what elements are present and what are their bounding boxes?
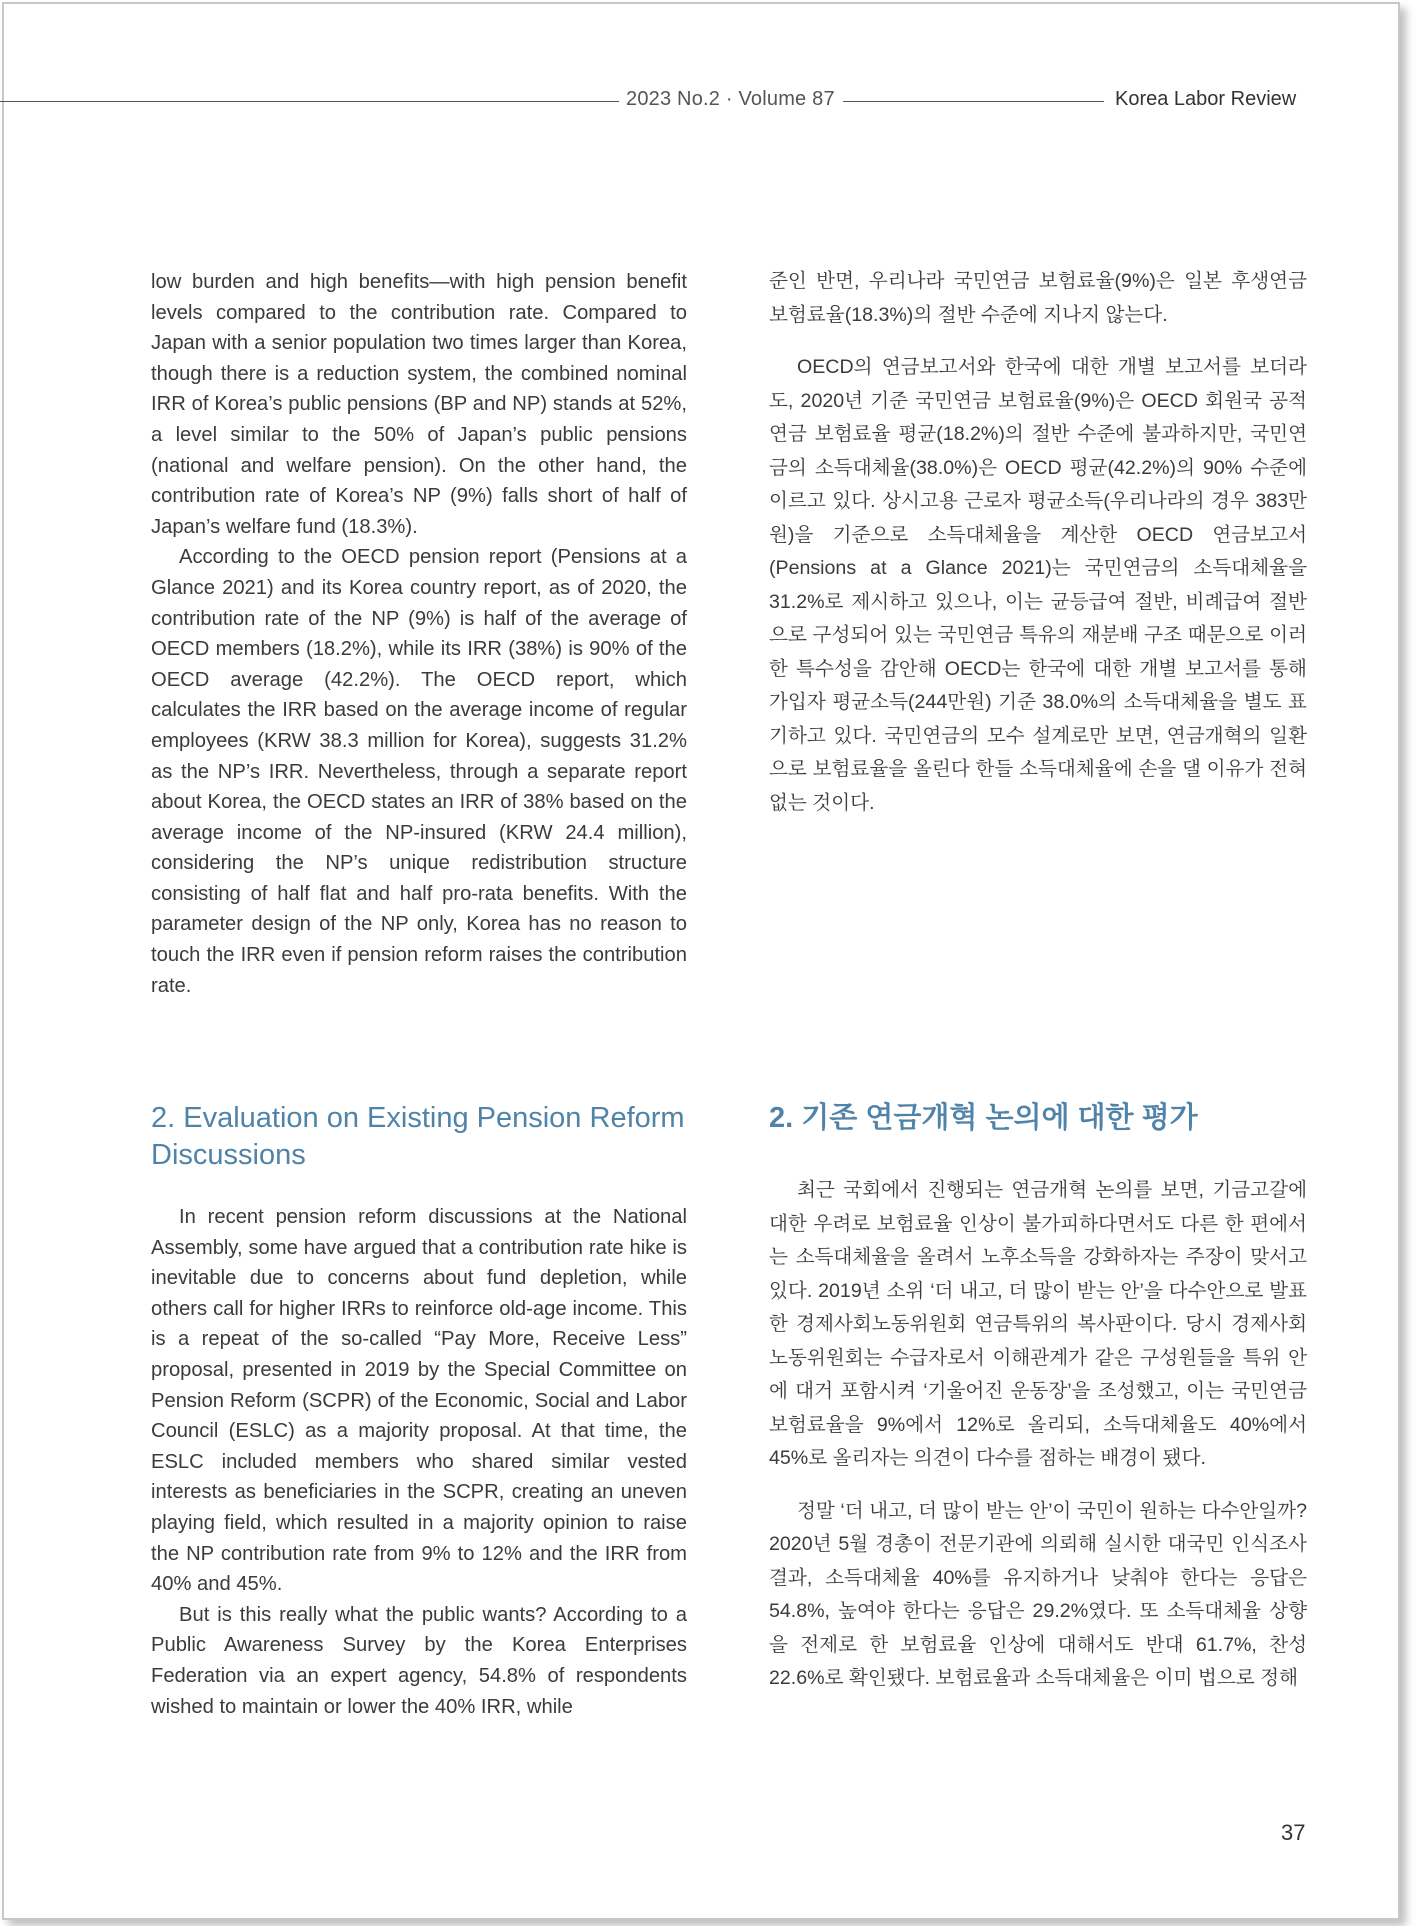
paragraph: low burden and high benefits—with high pension benefit levels compared to the contribution rate. Compared to Japan with a senior population two times larger than Korea, though there is a reduction system, the combined nominal IRR of Korea’s public pensions (BP and NP) stands at 52%, a level similar to the 50% of Japan’s public pensions (national and welfare pension). On the other hand, the contribution rate of Korea’s NP (9%) falls short of half of Japan’s welfare fund (18.3%). (151, 271, 687, 538)
header-rule-left (0, 101, 619, 102)
paragraph: In recent pension reform discussions at the National Assembly, some have argued that a contribution rate hike is inevitable due to concerns about fund depletion, while others call for higher IRRs to reinforce old-age income. This is a repeat of the so-called “Pay More, Receive Less” proposal, presented in 2019 by the Special Committee on Pension Reform (SCPR) of the Economic, Social and Labor Council (ESLC) as a majority proposal. At that time, the ESLC included members who shared similar vested interests as beneficiaries in the SCPR, creating an uneven playing field, which resulted in a majority opinion to raise the NP contribution rate from 9% to 12% and the IRR from 40% and 45%. (151, 1206, 687, 1596)
paragraph: 최근 국회에서 진행되는 연금개혁 논의를 보면, 기금고갈에 대한 우려로 보험료율 인상이 불가피하다면서도 다른 한 편에서는 소득대체율을 올려서 노후소득을 강화하자는 주장이 맞서고 있다. 2019년 소위 ‘더 내고, 더 많이 받는 안’을 다수안으로 발표한 경제사회노동위원회 연금특위의 복사판이다. 당시 경제사회노동위원회는 수급자로서 이해관계가 같은 구성원들을 특위 안에 대거 포함시켜 ‘기울어진 운동장’을 조성했고, 이는 국민연금 보험료율을 9%에서 12%로 올리되, 소득대체율도 40%에서 45%로 올리자는 의견이 다수를 점하는 배경이 됐다. (769, 1179, 1307, 1469)
left-column-bottom (151, 1202, 687, 1722)
left-column-top (151, 267, 687, 1001)
right-column-top (769, 265, 1307, 820)
header-journal-title: Korea Labor Review (1115, 88, 1297, 110)
section-title-korean: 2. 기존 연금개혁 논의에 대한 평가 (769, 1102, 1198, 1134)
paragraph: OECD의 연금보고서와 한국에 대한 개별 보고서를 보더라도, 2020년 기준 국민연금 보험료율(9%)은 OECD 회원국 공적연금 보험료율 평균(18.2%)의 절반 수준에 불과하지만, 국민연금의 소득대체율(38.0%)은 OECD 평균(42.2%)의 90% 수준에 이르고 있다. 상시고용 근로자 평균소득(우리나라의 경우 383만원)을 기준으로 소득대체율을 계산한 OECD 연금보고서(Pensions at a Glance 2021)는 국민연금의 소득대체율을 31.2%로 제시하고 있으나, 이는 균등급여 절반, 비례급여 절반으로 구성되어 있는 국민연금 특유의 재분배 구조 때문으로 이러한 특수성을 감안해 OECD는 한국에 대한 개별 보고서를 통해 가입자 평균소득(244만원) 기준 38.0%의 소득대체율을 별도 표기하고 있다. 국민연금의 모수 설계로만 보면, 연금개혁의 일환으로 보험료율을 올린다 한들 소득대체율에 손을 댈 이유가 전혀 없는 것이다. (769, 356, 1307, 814)
paragraph: But is this really what the public wants? According to a Public Awareness Survey by the Korea Enterprises Federation via an expert agency, 54.8% of respondents wished to maintain or lower the 40% IRR, while (151, 1603, 687, 1718)
page-number: 37 (1281, 1820, 1306, 1845)
section-title-english: 2. Evaluation on Existing Pension Reform Discussions (151, 1102, 685, 1171)
paragraph: According to the OECD pension report (Pensions at a Glance 2021) and its Korea country report, as of 2020, the contribution rate of the NP (9%) is half of the average of OECD members (18.2%), while its IRR (38%) is 90% of the OECD average (42.2%). The OECD report, which calculates the IRR based on the average income of regular employees (KRW 38.3 million for Korea), suggests 31.2% as the NP’s IRR. Nevertheless, through a separate report about Korea, the OECD states an IRR of 38% based on the average income of the NP-insured (KRW 24.4 million), considering the NP’s unique redistribution structure consisting of half flat and half pro-rata benefits. With the parameter design of the NP only, Korea has no reason to touch the IRR even if pension reform raises the contribution rate. (151, 546, 687, 997)
right-column-bottom (769, 1174, 1307, 1696)
paragraph: 정말 ‘더 내고, 더 많이 받는 안’이 국민이 원하는 다수안일까? 2020년 5월 경총이 전문기관에 의뢰해 실시한 대국민 인식조사 결과, 소득대체율 40%를 유지하거나 낮춰야 한다는 응답은 54.8%, 높여야 한다는 응답은 29.2%였다. 또 소득대체율 상향을 전제로 한 보험료율 인상에 대해서도 반대 61.7%, 찬성 22.6%로 확인됐다. 보험료율과 소득대체율은 이미 법으로 정해 (769, 1499, 1307, 1689)
header-issue: 2023 No.2 · Volume 87 (626, 88, 835, 110)
paragraph: 준인 반면, 우리나라 국민연금 보험료율(9%)은 일본 후생연금 보험료율(18.3%)의 절반 수준에 지나지 않는다. (769, 270, 1307, 326)
header-rule-right (843, 101, 1104, 102)
